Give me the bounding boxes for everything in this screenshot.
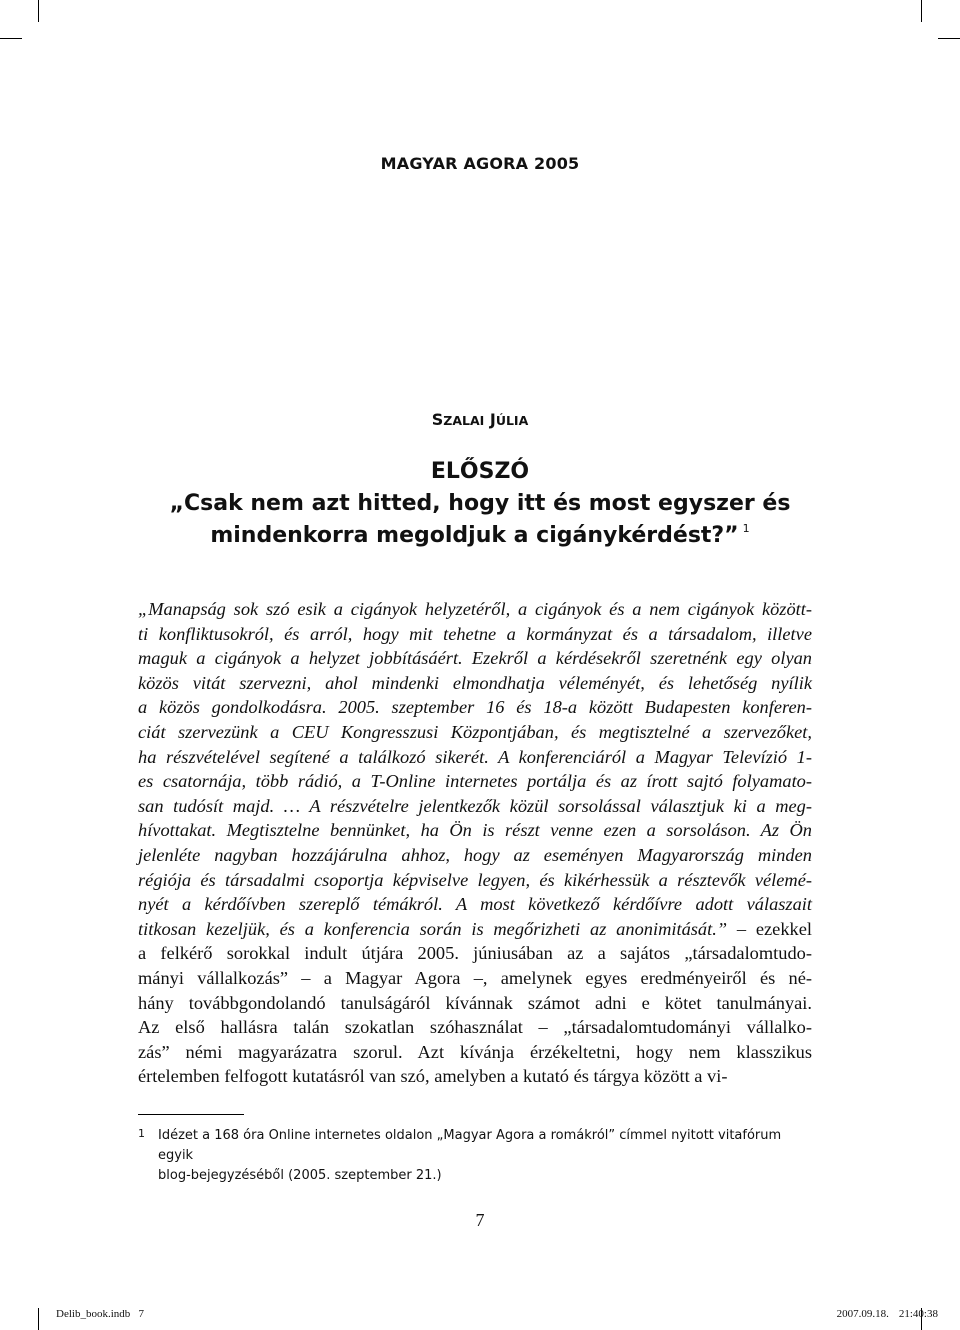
crop-mark-bottom-left — [38, 1308, 39, 1330]
crop-mark-top-right-h — [938, 38, 960, 39]
body-line: „Manapság sok szó esik a cigányok helyzetéről, a cigányok és a nem cigányok között- — [138, 599, 812, 619]
body-line: Az első hallásra talán szokatlan szóhasználat – „társadalomtudományi vállalko- — [138, 1017, 812, 1038]
chapter-title — [0, 456, 960, 555]
footnote-separator — [138, 1114, 244, 1115]
footnote-number: 1 — [138, 1127, 145, 1140]
crop-mark-top-right — [921, 0, 922, 22]
body-line: hívottakat. Megtisztelne bennünket, ha Ön is részt venne ezen a sorsoláson. Az Ön — [138, 820, 812, 841]
chapter-subtitle-line-1: „Csak nem azt hitted, hogy itt és most egyszer és — [169, 491, 791, 516]
slug-timestamp: 2007.09.18. 21:40:38 — [836, 1308, 938, 1320]
footnote-line-2: blog-bejegyzéséből (2005. szeptember 21.) — [158, 1168, 442, 1183]
body-line: hány továbbgondolandó tanulságáról kívánnak számot adni e kötet tanulmányai. — [138, 992, 812, 1013]
body-line: ha részvételével segítené a találkozó sikerét. A konferenciáról a Magyar Televízió 1- — [138, 746, 812, 767]
body-line: régiója és társadalmi csoportja képviselve legyen, és kikérhessük a résztevők vélemé- — [138, 869, 812, 890]
chapter-label: ELŐSZÓ — [430, 459, 530, 484]
body-text — [138, 597, 812, 1089]
body-line: san tudósít majd. … A részvételre jelentkezők közül sorsolással választjuk ki a meg- — [138, 795, 812, 816]
body-line: maguk a cigányok a helyzet jobbításáért. Ezekről a kérdésekről szeretnénk egy olyan — [138, 648, 812, 669]
slug-filename: Delib_book.indb 7 — [56, 1308, 144, 1320]
crop-mark-top-left-h — [0, 38, 22, 39]
footnote — [138, 1126, 818, 1186]
body-line: közös vitát szervezni, ahol mindenki elmondhatja véleményét, és lehetőség nyílik — [138, 672, 812, 693]
running-head: MAGYAR AGORA 2005 — [380, 154, 580, 173]
footnote-reference[interactable]: 1 — [742, 522, 750, 535]
body-line: mányi vállalkozás” – a Magyar Agora –, amelynek egyes eredményeiről és né- — [138, 967, 812, 988]
body-line: zás” némi magyarázatra szorul. Azt kívánja érzékeltetni, hogy nem klasszikus — [138, 1041, 812, 1062]
body-line: értelemben felfogott kutatásról van szó, amelyben a kutató és tárgya között a vi- — [138, 1066, 728, 1087]
body-line: ti konfliktusokról, és arról, hogy mit tehetne a kormányzat és a társadalom, illetve — [138, 623, 812, 644]
body-line: a közös gondolkodásra. 2005. szeptember 16 és 18-a között Budapesten konferen- — [138, 697, 812, 718]
chapter-subtitle-line-2: mindenkorra megoldjuk a cigánykérdést?” $^1$ — [210, 522, 750, 548]
body-line: titkosan kezeljük, és a konferencia során is megőrizheti az anonimitását.” – ezekkel — [138, 918, 812, 939]
body-line: a felkérő sorokkal indult útjára 2005. júniusában az a sajátos „társadalomtudo- — [138, 943, 812, 964]
crop-mark-top-left — [38, 0, 39, 22]
author-name: SZALAI JÚLIA — [431, 410, 529, 429]
footnote-line-1: Idézet a 168 óra Online internetes oldalon „Magyar Agora a romákról” címmel nyitott vitafórum egyik — [158, 1128, 782, 1163]
body-line: nyét a kérdőívben szereplő témákról. A most következő kérdőívre adott válaszait — [138, 894, 812, 915]
body-line: jelenléte nagyban hozzájárulna ahhoz, hogy az eseményen Magyarország minden — [138, 844, 812, 865]
page-number: 7 — [475, 1210, 485, 1230]
body-line: es csatornája, több rádió, a T-Online internetes portálja és az írott sajtó folyamato- — [138, 771, 812, 792]
body-line: ciát szervezünk a CEU Kongresszusi Központjában, és megtisztelné a szervezőket, — [138, 721, 812, 742]
